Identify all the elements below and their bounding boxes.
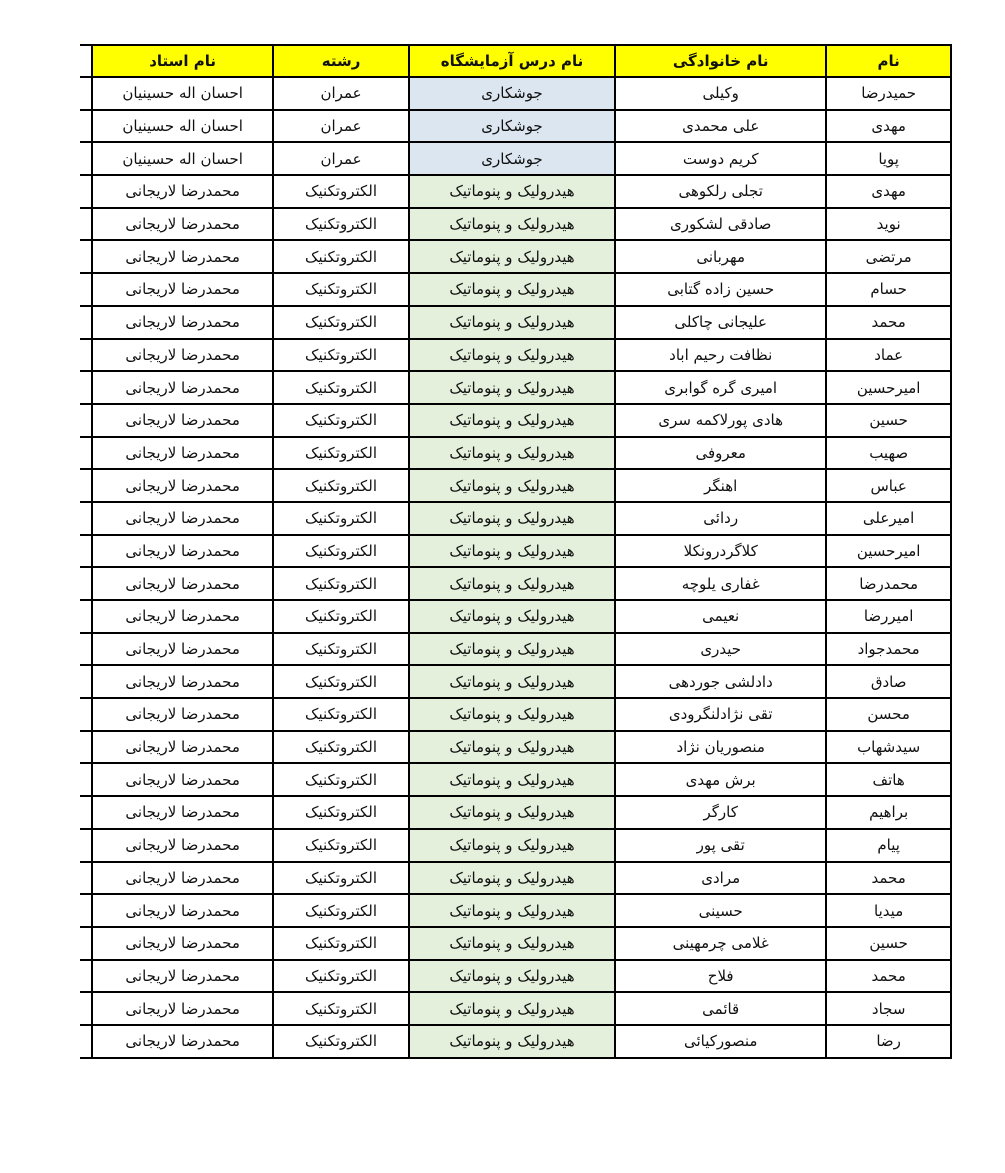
table-row bbox=[80, 404, 951, 437]
lab-course-cell: جوشکاری bbox=[409, 110, 615, 143]
first-name-cell: محمد bbox=[826, 862, 951, 895]
last-name-cell: کارگر bbox=[615, 796, 826, 829]
table-row bbox=[80, 1025, 951, 1058]
table-row bbox=[80, 273, 951, 306]
last-name-cell: مرادی bbox=[615, 862, 826, 895]
instructor-cell: احسان اله حسینیان bbox=[92, 142, 273, 175]
instructor-cell: محمدرضا لاریجانی bbox=[92, 469, 273, 502]
row-spacer bbox=[80, 240, 92, 273]
major-cell: الکتروتکنیک bbox=[273, 469, 409, 502]
lab-course-cell: هیدرولیک و پنوماتیک bbox=[409, 600, 615, 633]
row-spacer bbox=[80, 535, 92, 568]
first-name-cell: حسین bbox=[826, 404, 951, 437]
instructor-cell: محمدرضا لاریجانی bbox=[92, 698, 273, 731]
lab-course-cell: هیدرولیک و پنوماتیک bbox=[409, 862, 615, 895]
first-name-cell: محسن bbox=[826, 698, 951, 731]
lab-course-cell: هیدرولیک و پنوماتیک bbox=[409, 763, 615, 796]
major-cell: الکتروتکنیک bbox=[273, 992, 409, 1025]
row-spacer bbox=[80, 763, 92, 796]
header-last-name: نام خانوادگی bbox=[615, 45, 826, 77]
lab-course-cell: هیدرولیک و پنوماتیک bbox=[409, 437, 615, 470]
lab-course-cell: هیدرولیک و پنوماتیک bbox=[409, 273, 615, 306]
instructor-cell: محمدرضا لاریجانی bbox=[92, 567, 273, 600]
last-name-cell: مهربانی bbox=[615, 240, 826, 273]
row-spacer bbox=[80, 404, 92, 437]
table-row bbox=[80, 960, 951, 993]
table-row bbox=[80, 535, 951, 568]
row-spacer bbox=[80, 142, 92, 175]
row-spacer bbox=[80, 665, 92, 698]
lab-course-cell: هیدرولیک و پنوماتیک bbox=[409, 371, 615, 404]
instructor-cell: محمدرضا لاریجانی bbox=[92, 437, 273, 470]
first-name-cell: محمدجواد bbox=[826, 633, 951, 666]
major-cell: الکتروتکنیک bbox=[273, 731, 409, 764]
first-name-cell: حسام bbox=[826, 273, 951, 306]
lab-course-cell: هیدرولیک و پنوماتیک bbox=[409, 306, 615, 339]
lab-course-cell: هیدرولیک و پنوماتیک bbox=[409, 633, 615, 666]
last-name-cell: تجلی رلکوهی bbox=[615, 175, 826, 208]
lab-course-cell: هیدرولیک و پنوماتیک bbox=[409, 339, 615, 372]
row-spacer bbox=[80, 600, 92, 633]
major-cell: الکتروتکنیک bbox=[273, 306, 409, 339]
instructor-cell: محمدرضا لاریجانی bbox=[92, 502, 273, 535]
first-name-cell: سیدشهاب bbox=[826, 731, 951, 764]
instructor-cell: محمدرضا لاریجانی bbox=[92, 600, 273, 633]
lab-course-cell: هیدرولیک و پنوماتیک bbox=[409, 1025, 615, 1058]
last-name-cell: قائمی bbox=[615, 992, 826, 1025]
header-major: رشته bbox=[273, 45, 409, 77]
instructor-cell: محمدرضا لاریجانی bbox=[92, 1025, 273, 1058]
last-name-cell: هادی پورلاکمه سری bbox=[615, 404, 826, 437]
table-row bbox=[80, 763, 951, 796]
last-name-cell: حسینی bbox=[615, 894, 826, 927]
instructor-cell: محمدرضا لاریجانی bbox=[92, 829, 273, 862]
first-name-cell: محمد bbox=[826, 306, 951, 339]
lab-course-cell: هیدرولیک و پنوماتیک bbox=[409, 208, 615, 241]
major-cell: الکتروتکنیک bbox=[273, 960, 409, 993]
table-row bbox=[80, 240, 951, 273]
lab-course-cell: هیدرولیک و پنوماتیک bbox=[409, 927, 615, 960]
last-name-cell: امیری گره گوابری bbox=[615, 371, 826, 404]
table-row bbox=[80, 339, 951, 372]
major-cell: الکتروتکنیک bbox=[273, 600, 409, 633]
last-name-cell: غفاری یلوچه bbox=[615, 567, 826, 600]
last-name-cell: علیجانی چاکلی bbox=[615, 306, 826, 339]
major-cell: الکتروتکنیک bbox=[273, 240, 409, 273]
header-spacer bbox=[80, 45, 92, 77]
header-first-name: نام bbox=[826, 45, 951, 77]
lab-course-cell: هیدرولیک و پنوماتیک bbox=[409, 731, 615, 764]
row-spacer bbox=[80, 829, 92, 862]
instructor-cell: محمدرضا لاریجانی bbox=[92, 208, 273, 241]
major-cell: الکتروتکنیک bbox=[273, 829, 409, 862]
table-row bbox=[80, 142, 951, 175]
first-name-cell: محمدرضا bbox=[826, 567, 951, 600]
last-name-cell: علی محمدی bbox=[615, 110, 826, 143]
major-cell: الکتروتکنیک bbox=[273, 862, 409, 895]
lab-course-cell: هیدرولیک و پنوماتیک bbox=[409, 960, 615, 993]
row-spacer bbox=[80, 633, 92, 666]
major-cell: الکتروتکنیک bbox=[273, 1025, 409, 1058]
last-name-cell: معروفی bbox=[615, 437, 826, 470]
row-spacer bbox=[80, 927, 92, 960]
table-row bbox=[80, 306, 951, 339]
lab-course-cell: هیدرولیک و پنوماتیک bbox=[409, 698, 615, 731]
major-cell: الکتروتکنیک bbox=[273, 339, 409, 372]
table-row bbox=[80, 731, 951, 764]
lab-course-cell: هیدرولیک و پنوماتیک bbox=[409, 992, 615, 1025]
student-lab-table bbox=[80, 44, 952, 1059]
row-spacer bbox=[80, 698, 92, 731]
last-name-cell: ردائی bbox=[615, 502, 826, 535]
table-row bbox=[80, 110, 951, 143]
first-name-cell: میدیا bbox=[826, 894, 951, 927]
major-cell: الکتروتکنیک bbox=[273, 567, 409, 600]
last-name-cell: نظافت رحیم اباد bbox=[615, 339, 826, 372]
row-spacer bbox=[80, 371, 92, 404]
last-name-cell: نعیمی bbox=[615, 600, 826, 633]
table-row bbox=[80, 175, 951, 208]
instructor-cell: محمدرضا لاریجانی bbox=[92, 240, 273, 273]
major-cell: عمران bbox=[273, 77, 409, 110]
row-spacer bbox=[80, 110, 92, 143]
lab-course-cell: هیدرولیک و پنوماتیک bbox=[409, 567, 615, 600]
major-cell: الکتروتکنیک bbox=[273, 502, 409, 535]
lab-course-cell: جوشکاری bbox=[409, 142, 615, 175]
lab-course-cell: هیدرولیک و پنوماتیک bbox=[409, 502, 615, 535]
lab-course-cell: هیدرولیک و پنوماتیک bbox=[409, 665, 615, 698]
instructor-cell: محمدرضا لاریجانی bbox=[92, 894, 273, 927]
first-name-cell: صهیب bbox=[826, 437, 951, 470]
row-spacer bbox=[80, 77, 92, 110]
table-row bbox=[80, 371, 951, 404]
row-spacer bbox=[80, 960, 92, 993]
instructor-cell: محمدرضا لاریجانی bbox=[92, 535, 273, 568]
first-name-cell: مهدی bbox=[826, 110, 951, 143]
table-row bbox=[80, 992, 951, 1025]
first-name-cell: حسین bbox=[826, 927, 951, 960]
table-row bbox=[80, 927, 951, 960]
instructor-cell: محمدرضا لاریجانی bbox=[92, 927, 273, 960]
instructor-cell: محمدرضا لاریجانی bbox=[92, 796, 273, 829]
instructor-cell: محمدرضا لاریجانی bbox=[92, 862, 273, 895]
row-spacer bbox=[80, 796, 92, 829]
major-cell: الکتروتکنیک bbox=[273, 698, 409, 731]
table-row bbox=[80, 567, 951, 600]
major-cell: الکتروتکنیک bbox=[273, 633, 409, 666]
table-row bbox=[80, 698, 951, 731]
header-lab-course: نام درس آزمایشگاه bbox=[409, 45, 615, 77]
first-name-cell: سجاد bbox=[826, 992, 951, 1025]
table-row bbox=[80, 502, 951, 535]
last-name-cell: کریم دوست bbox=[615, 142, 826, 175]
row-spacer bbox=[80, 469, 92, 502]
lab-course-cell: هیدرولیک و پنوماتیک bbox=[409, 175, 615, 208]
first-name-cell: عباس bbox=[826, 469, 951, 502]
first-name-cell: نوید bbox=[826, 208, 951, 241]
instructor-cell: محمدرضا لاریجانی bbox=[92, 633, 273, 666]
row-spacer bbox=[80, 437, 92, 470]
major-cell: الکتروتکنیک bbox=[273, 175, 409, 208]
last-name-cell: تقی نژادلنگرودی bbox=[615, 698, 826, 731]
table-row bbox=[80, 829, 951, 862]
instructor-cell: محمدرضا لاریجانی bbox=[92, 371, 273, 404]
last-name-cell: وکیلی bbox=[615, 77, 826, 110]
table-row bbox=[80, 665, 951, 698]
instructor-cell: محمدرضا لاریجانی bbox=[92, 763, 273, 796]
major-cell: الکتروتکنیک bbox=[273, 796, 409, 829]
table-row bbox=[80, 437, 951, 470]
row-spacer bbox=[80, 273, 92, 306]
instructor-cell: محمدرضا لاریجانی bbox=[92, 404, 273, 437]
first-name-cell: امیرحسین bbox=[826, 371, 951, 404]
major-cell: الکتروتکنیک bbox=[273, 404, 409, 437]
row-spacer bbox=[80, 208, 92, 241]
last-name-cell: دادلشی جوردهی bbox=[615, 665, 826, 698]
first-name-cell: حمیدرضا bbox=[826, 77, 951, 110]
header-row bbox=[80, 45, 951, 77]
instructor-cell: محمدرضا لاریجانی bbox=[92, 992, 273, 1025]
last-name-cell: حیدری bbox=[615, 633, 826, 666]
last-name-cell: صادقی لشکوری bbox=[615, 208, 826, 241]
table-row bbox=[80, 894, 951, 927]
row-spacer bbox=[80, 339, 92, 372]
last-name-cell: حسین زاده گتابی bbox=[615, 273, 826, 306]
last-name-cell: اهنگر bbox=[615, 469, 826, 502]
instructor-cell: محمدرضا لاریجانی bbox=[92, 960, 273, 993]
major-cell: الکتروتکنیک bbox=[273, 371, 409, 404]
table-row bbox=[80, 208, 951, 241]
lab-course-cell: هیدرولیک و پنوماتیک bbox=[409, 796, 615, 829]
lab-course-cell: هیدرولیک و پنوماتیک bbox=[409, 829, 615, 862]
last-name-cell: منصورکیائی bbox=[615, 1025, 826, 1058]
last-name-cell: تقی پور bbox=[615, 829, 826, 862]
row-spacer bbox=[80, 731, 92, 764]
table-row bbox=[80, 796, 951, 829]
first-name-cell: مرتضی bbox=[826, 240, 951, 273]
row-spacer bbox=[80, 1025, 92, 1058]
row-spacer bbox=[80, 306, 92, 339]
row-spacer bbox=[80, 567, 92, 600]
header-instructor: نام استاد bbox=[92, 45, 273, 77]
table-row bbox=[80, 77, 951, 110]
table-row bbox=[80, 633, 951, 666]
major-cell: عمران bbox=[273, 142, 409, 175]
major-cell: الکتروتکنیک bbox=[273, 437, 409, 470]
major-cell: الکتروتکنیک bbox=[273, 927, 409, 960]
last-name-cell: فلاح bbox=[615, 960, 826, 993]
lab-course-cell: هیدرولیک و پنوماتیک bbox=[409, 469, 615, 502]
row-spacer bbox=[80, 502, 92, 535]
last-name-cell: غلامی چرمهینی bbox=[615, 927, 826, 960]
row-spacer bbox=[80, 894, 92, 927]
lab-course-cell: جوشکاری bbox=[409, 77, 615, 110]
first-name-cell: امیرحسین bbox=[826, 535, 951, 568]
instructor-cell: محمدرضا لاریجانی bbox=[92, 273, 273, 306]
major-cell: الکتروتکنیک bbox=[273, 208, 409, 241]
instructor-cell: احسان اله حسینیان bbox=[92, 77, 273, 110]
first-name-cell: مهدی bbox=[826, 175, 951, 208]
first-name-cell: محمد bbox=[826, 960, 951, 993]
row-spacer bbox=[80, 862, 92, 895]
first-name-cell: براهیم bbox=[826, 796, 951, 829]
last-name-cell: کلاگردرونکلا bbox=[615, 535, 826, 568]
table-row bbox=[80, 600, 951, 633]
major-cell: الکتروتکنیک bbox=[273, 273, 409, 306]
first-name-cell: رضا bbox=[826, 1025, 951, 1058]
first-name-cell: پویا bbox=[826, 142, 951, 175]
instructor-cell: محمدرضا لاریجانی bbox=[92, 665, 273, 698]
lab-course-cell: هیدرولیک و پنوماتیک bbox=[409, 240, 615, 273]
instructor-cell: محمدرضا لاریجانی bbox=[92, 306, 273, 339]
first-name-cell: هاتف bbox=[826, 763, 951, 796]
lab-course-cell: هیدرولیک و پنوماتیک bbox=[409, 535, 615, 568]
instructor-cell: محمدرضا لاریجانی bbox=[92, 339, 273, 372]
instructor-cell: محمدرضا لاریجانی bbox=[92, 731, 273, 764]
last-name-cell: منصوریان نژاد bbox=[615, 731, 826, 764]
major-cell: عمران bbox=[273, 110, 409, 143]
row-spacer bbox=[80, 175, 92, 208]
major-cell: الکتروتکنیک bbox=[273, 894, 409, 927]
first-name-cell: امیرعلی bbox=[826, 502, 951, 535]
table-body bbox=[80, 77, 951, 1058]
table-row bbox=[80, 862, 951, 895]
major-cell: الکتروتکنیک bbox=[273, 535, 409, 568]
first-name-cell: صادق bbox=[826, 665, 951, 698]
instructor-cell: محمدرضا لاریجانی bbox=[92, 175, 273, 208]
last-name-cell: برش مهدی bbox=[615, 763, 826, 796]
major-cell: الکتروتکنیک bbox=[273, 665, 409, 698]
row-spacer bbox=[80, 992, 92, 1025]
first-name-cell: پیام bbox=[826, 829, 951, 862]
major-cell: الکتروتکنیک bbox=[273, 763, 409, 796]
first-name-cell: عماد bbox=[826, 339, 951, 372]
lab-course-cell: هیدرولیک و پنوماتیک bbox=[409, 404, 615, 437]
table-row bbox=[80, 469, 951, 502]
first-name-cell: امیررضا bbox=[826, 600, 951, 633]
lab-course-cell: هیدرولیک و پنوماتیک bbox=[409, 894, 615, 927]
instructor-cell: احسان اله حسینیان bbox=[92, 110, 273, 143]
